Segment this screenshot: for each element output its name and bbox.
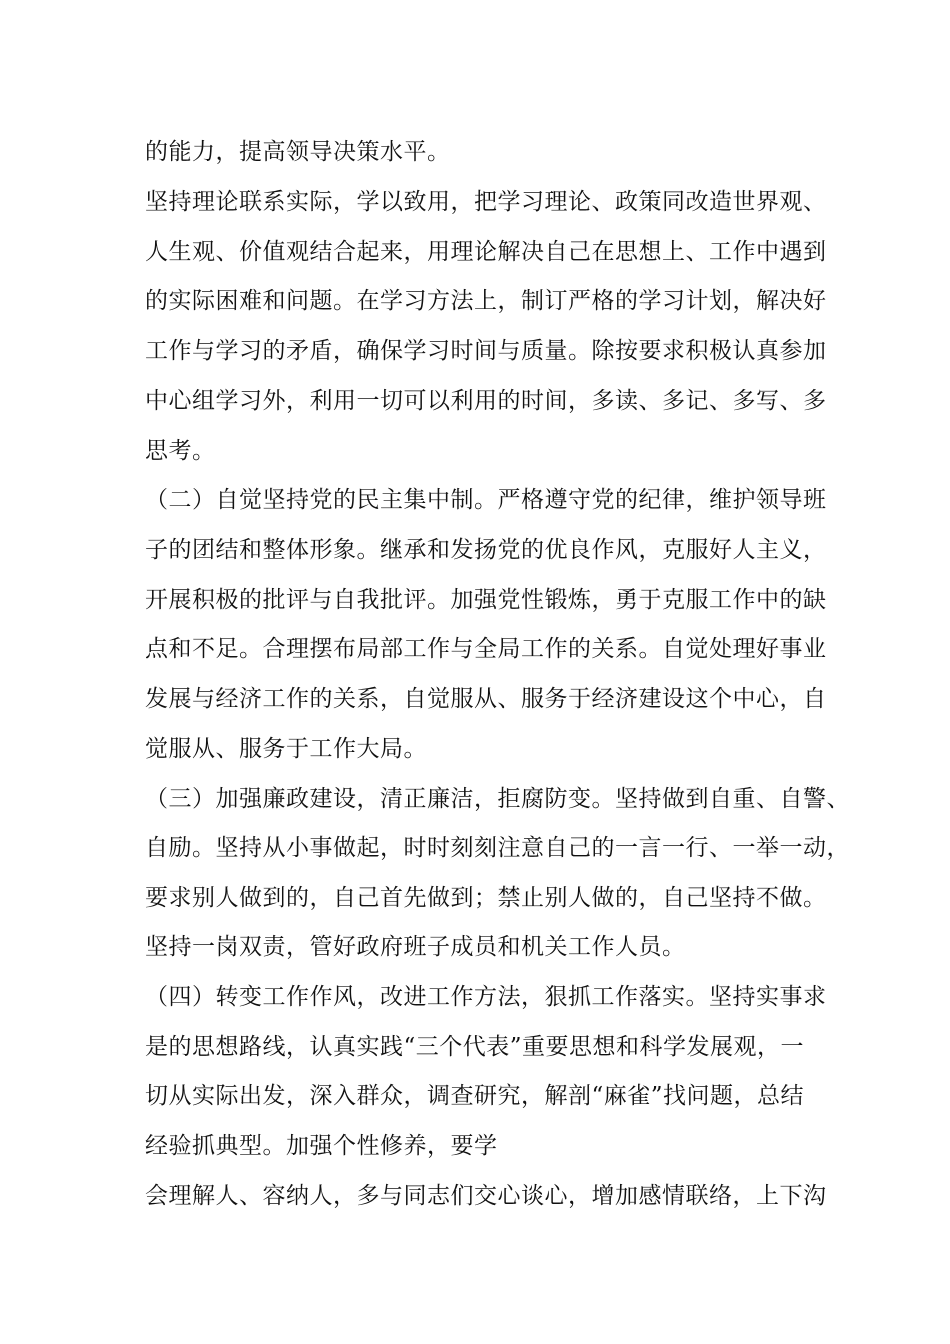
text-line: 坚持理论联系实际，学以致用，把学习理论、政策同改造世界观、	[145, 189, 827, 215]
text-line: 的实际困难和问题。在学习方法上，制订严格的学习计划，解决好	[145, 288, 827, 314]
text-line: 开展积极的批评与自我批评。加强党性锻炼，勇于克服工作中的缺	[145, 587, 827, 613]
text-line: 中心组学习外，利用一切可以利用的时间，多读、多记、多写、多	[145, 388, 827, 414]
text-line: 切从实际出发，深入群众，调查研究，解剖“麻雀”找问题，总结	[145, 1083, 805, 1109]
text-line: 的能力，提高领导决策水平。	[145, 139, 451, 165]
text-line: 觉服从、服务于工作大局。	[145, 736, 427, 762]
text-line: 思考。	[145, 438, 216, 464]
text-line: 经验抓典型。加强个性修养，要学	[145, 1133, 498, 1159]
text-line: 子的团结和整体形象。继承和发扬党的优良作风，克服好人主义，	[145, 537, 827, 563]
text-line: 工作与学习的矛盾，确保学习时间与质量。除按要求积极认真参加	[145, 338, 827, 364]
text-line: 是的思想路线，认真实践“三个代表”重要思想和科学发展观，一	[145, 1034, 805, 1060]
text-line: 会理解人、容纳人，多与同志们交心谈心，增加感情联络，上下沟	[145, 1183, 827, 1209]
text-line: 人生观、价值观结合起来，用理论解决自己在思想上、工作中遇到	[145, 239, 827, 265]
text-line: （四）转变工作作风，改进工作方法，狠抓工作落实。坚持实事求	[145, 984, 827, 1010]
text-line: 自励。坚持从小事做起，时时刻刻注意自己的一言一行、一举一动，	[145, 835, 850, 861]
text-line: 要求别人做到的，自己首先做到；禁止别人做的，自己坚持不做。	[145, 885, 827, 911]
text-line: （三）加强廉政建设，清正廉洁，拒腐防变。坚持做到自重、自警、	[145, 786, 850, 812]
text-line: 点和不足。合理摆布局部工作与全局工作的关系。自觉处理好事业	[145, 636, 827, 662]
text-line: 坚持一岗双责，管好政府班子成员和机关工作人员。	[145, 934, 686, 960]
text-line: 发展与经济工作的关系，自觉服从、服务于经济建设这个中心，自	[145, 686, 827, 712]
text-line: （二）自觉坚持党的民主集中制。严格遵守党的纪律，维护领导班	[145, 487, 827, 513]
